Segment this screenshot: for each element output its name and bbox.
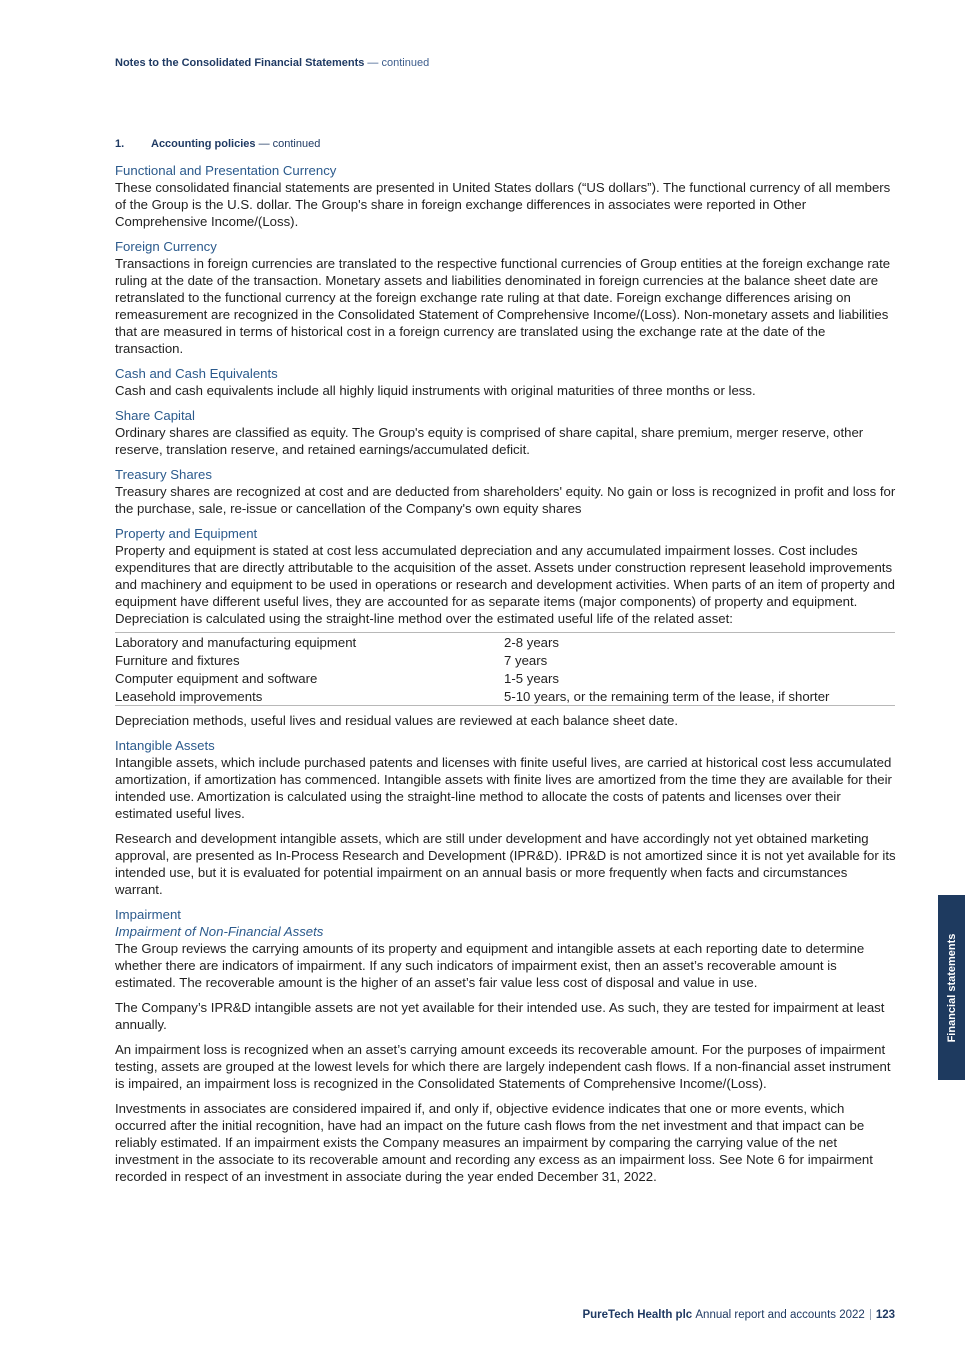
share-capital-block bbox=[115, 407, 897, 458]
table-row bbox=[115, 669, 895, 687]
functional-currency-text: These consolidated financial statements are presented in United States dollars (“US dollars”). The functional currency of all members of the Group is the U.S. dollar. The Group's share in foreign exchange differences in associates were reported in Other Comprehensive Income/(Loss). bbox=[115, 180, 891, 229]
functional-currency-heading: Functional and Presentation Currency bbox=[115, 163, 337, 178]
section-number: 1. bbox=[115, 138, 125, 150]
treasury-block bbox=[115, 466, 897, 517]
section-continued: — continued bbox=[255, 138, 321, 150]
side-tab-label: Financial statements bbox=[945, 933, 958, 1042]
cash-block bbox=[115, 365, 897, 399]
running-header bbox=[115, 57, 429, 69]
page-content bbox=[115, 136, 897, 1193]
impairment-heading: Impairment bbox=[115, 907, 181, 922]
asset-class-cell: Laboratory and manufacturing equipment bbox=[115, 634, 357, 650]
intangible-block bbox=[115, 737, 897, 898]
share-capital-heading: Share Capital bbox=[115, 408, 195, 423]
header-title: Notes to the Consolidated Financial Statements bbox=[115, 57, 365, 69]
section-title: Accounting policies bbox=[151, 138, 256, 150]
ppe-text: Property and equipment is stated at cost less accumulated depreciation and any accumulated impairment losses. Cost includes expenditures that are directly attributable to the acquisition of the asset. Assets under construction represent leasehold improvements and machinery and equipment to be used in operations or research and development activities. When parts of an item of property and equipment have different useful lives, they are accounted for as separate items (major components) of property and equipment. Depreciation is calculated using the straight-line method over the estimated useful life of the related asset: bbox=[115, 543, 895, 626]
foreign-currency-text: Transactions in foreign currencies are translated to the respective functional currencies of Group entities at the foreign exchange rate ruling at the date of the transaction. Monetary assets and liabilities denominated in foreign currencies at the balance sheet date are retranslated to the functional currency at the foreign exchange rate ruling at that date. Foreign exchange differences arising on remeasurement are recognized in the Consolidated Statement of Comprehensive Income/(Loss). Non-monetary assets and liabilities that are measured in terms of historical cost in a foreign currency are translated using the exchange rate at the date of the transaction. bbox=[115, 256, 891, 356]
useful-life-table bbox=[115, 632, 895, 706]
useful-life-cell: 2-8 years bbox=[504, 634, 559, 650]
ppe-after-text: Depreciation methods, useful lives and residual values are reviewed at each balance sheet date. bbox=[115, 713, 679, 728]
foreign-currency-heading: Foreign Currency bbox=[115, 239, 217, 254]
foreign-currency-block bbox=[115, 238, 897, 357]
footer-company: PureTech Health plc bbox=[582, 1309, 693, 1321]
table-row bbox=[115, 651, 895, 669]
section-side-tab bbox=[938, 895, 965, 1080]
asset-class-cell: Leasehold improvements bbox=[115, 688, 263, 704]
cash-text: Cash and cash equivalents include all highly liquid instruments with original maturities of three months or less. bbox=[115, 383, 756, 398]
impairment-text-4: Investments in associates are considered impaired if, and only if, objective evidence indicates that one or more events, which occurred after the initial recognition, have had an impact on the future cash flows from the net investment and that impact can be reliably estimated. If an impairment exists the Company measures an impairment by comparing the carrying value of the net investment in the associate to its recoverable amount and recording any excess as an impairment loss. See Note 6 for impairment recorded in respect of an investment in associate during the year ended December 31, 2022. bbox=[115, 1101, 873, 1184]
intangible-text-1: Intangible assets, which include purchased patents and licenses with finite useful lives, are carried at historical cost less accumulated amortization, if amortization has commenced. Intangible assets with finite lives are amortized from the time they are available for their intended use. Amortization is calculated using the straight-line method to allocate the costs of patents and licenses over their estimated useful lives. bbox=[115, 755, 892, 821]
intangible-text-2: Research and development intangible assets, which are still under development and have accordingly not yet obtained marketing approval, are presented as In-Process Research and Development (IPR&D). IPR&D is not amortized since it is not yet available for its intended use, but it is evaluated for potential impairment on an annual basis or more frequently when facts and circumstances warrant. bbox=[115, 831, 896, 897]
useful-life-cell: 1-5 years bbox=[504, 670, 559, 686]
page-number: 123 bbox=[875, 1309, 895, 1321]
impairment-text-3: An impairment loss is recognized when an asset’s carrying amount exceeds its recoverable amount. For the purposes of impairment testing, assets are grouped at the lowest levels for which there are largely independent cash flows. If a non-financial asset instrument is impaired, an impairment loss is recognized in the Consolidated Statements of Comprehensive Income/(Loss). bbox=[115, 1042, 891, 1091]
impairment-block bbox=[115, 906, 897, 1185]
treasury-text: Treasury shares are recognized at cost and are deducted from shareholders' equity. No gain or loss is recognized in profit and loss for the purchase, sale, re-issue or cancellation of the Company's own equity shares bbox=[115, 484, 896, 516]
section-heading bbox=[115, 136, 897, 153]
header-continued: — continued bbox=[364, 57, 430, 69]
impairment-text-2: The Company’s IPR&D intangible assets are not yet available for their intended use. As such, they are tested for impairment at least annually. bbox=[115, 1000, 885, 1032]
asset-class-cell: Furniture and fixtures bbox=[115, 652, 240, 668]
ppe-heading: Property and Equipment bbox=[115, 526, 258, 541]
asset-class-cell: Computer equipment and software bbox=[115, 670, 318, 686]
cash-heading: Cash and Cash Equivalents bbox=[115, 366, 278, 381]
table-row bbox=[115, 633, 895, 652]
ppe-block bbox=[115, 525, 897, 729]
share-capital-text: Ordinary shares are classified as equity. The Group's equity is comprised of share capital, share premium, merger reserve, other reserve, translation reserve, and retained earnings/accumulated deficit. bbox=[115, 425, 864, 457]
footer-divider bbox=[870, 1309, 871, 1320]
impairment-subheading: Impairment of Non-Financial Assets bbox=[115, 924, 324, 939]
intangible-heading: Intangible Assets bbox=[115, 738, 215, 753]
useful-life-cell: 7 years bbox=[504, 652, 548, 668]
page-footer bbox=[582, 1309, 895, 1321]
functional-currency-block bbox=[115, 162, 897, 230]
impairment-text-1: The Group reviews the carrying amounts of its property and equipment and intangible assets at each reporting date to determine whether there are indicators of impairment. If any such indicators of impairment exist, then an asset’s recoverable amount is estimated. The recoverable amount is the higher of an asset’s fair value less cost of disposal and value in use. bbox=[115, 941, 865, 990]
footer-report: Annual report and accounts 2022 bbox=[695, 1309, 865, 1321]
treasury-heading: Treasury Shares bbox=[115, 467, 212, 482]
table-row bbox=[115, 687, 895, 706]
useful-life-cell: 5-10 years, or the remaining term of the lease, if shorter bbox=[504, 688, 830, 704]
